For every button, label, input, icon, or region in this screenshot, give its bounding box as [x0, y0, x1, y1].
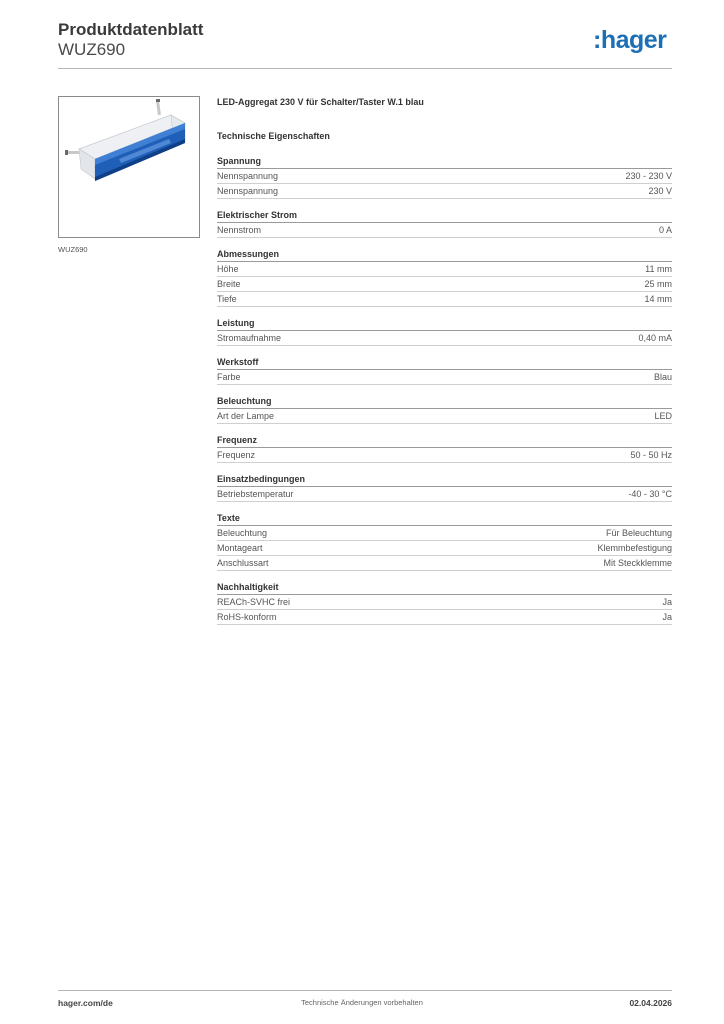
table-row: [217, 169, 672, 184]
table-row: [217, 409, 672, 424]
row-value: 230 - 230 V: [625, 171, 672, 181]
row-label: Beleuchtung: [217, 528, 268, 538]
row-value: 0 A: [658, 225, 672, 235]
row-label: RoHS-konform: [217, 612, 277, 622]
section-title: Frequenz: [217, 434, 672, 448]
row-value: Klemmbefestigung: [597, 543, 672, 553]
row-label: Montageart: [217, 543, 263, 553]
article-number: WUZ690: [58, 40, 126, 59]
row-label: Nennspannung: [217, 171, 279, 181]
table-row: [217, 184, 672, 199]
section-title: Texte: [217, 512, 672, 526]
row-value: 50 - 50 Hz: [630, 450, 672, 460]
row-label: Farbe: [217, 372, 241, 382]
section-leistung: [217, 317, 672, 346]
row-label: Nennstrom: [217, 225, 262, 235]
row-value: 0,40 mA: [638, 333, 672, 343]
section-frequenz: [217, 434, 672, 463]
footer-divider: [58, 990, 672, 991]
section-texte: [217, 512, 672, 571]
row-value: Mit Steckklemme: [603, 558, 672, 568]
section-title: Werkstoff: [217, 356, 672, 370]
section-title: Nachhaltigkeit: [217, 581, 672, 595]
hager-logo: [593, 26, 673, 56]
row-label: Art der Lampe: [217, 411, 275, 421]
tech-properties-title: Technische Eigenschaften: [217, 131, 330, 141]
section-title: Abmessungen: [217, 248, 672, 262]
row-label: Höhe: [217, 264, 239, 274]
footer-notice: Technische Änderungen vorbehalten: [301, 998, 423, 1007]
row-value: LED: [654, 411, 672, 421]
row-label: Anschlussart: [217, 558, 269, 568]
table-row: [217, 610, 672, 625]
row-value: Ja: [662, 612, 672, 622]
section-title: Leistung: [217, 317, 672, 331]
spec-content: [217, 96, 672, 625]
product-name: LED-Aggregat 230 V für Schalter/Taster W.1 blau: [217, 97, 424, 107]
footer-website-link[interactable]: hager.com/de: [58, 998, 113, 1008]
row-value: 14 mm: [644, 294, 672, 304]
table-row: [217, 223, 672, 238]
section-nachhaltigkeit: [217, 581, 672, 625]
table-row: [217, 331, 672, 346]
table-row: [217, 487, 672, 502]
row-value: Ja: [662, 597, 672, 607]
section-elektrischer-strom: [217, 209, 672, 238]
product-image: [58, 96, 200, 238]
section-title: Elektrischer Strom: [217, 209, 672, 223]
table-row: [217, 277, 672, 292]
row-value: -40 - 30 °C: [628, 489, 672, 499]
table-row: [217, 448, 672, 463]
row-label: Betriebstemperatur: [217, 489, 294, 499]
row-label: Frequenz: [217, 450, 256, 460]
row-label: REACh-SVHC frei: [217, 597, 291, 607]
footer-date: 02.04.2026: [629, 998, 672, 1008]
section-spannung: [217, 155, 672, 199]
row-value: 230 V: [648, 186, 672, 196]
page-title: Produktdatenblatt: [58, 20, 204, 39]
table-row: [217, 262, 672, 277]
table-row: [217, 595, 672, 610]
section-title: Beleuchtung: [217, 395, 672, 409]
row-value: Blau: [653, 372, 672, 382]
logo-wordmark: :hager: [593, 26, 667, 54]
image-caption: WUZ690: [58, 245, 88, 254]
row-value: 25 mm: [644, 279, 672, 289]
row-label: Breite: [217, 279, 241, 289]
section-werkstoff: [217, 356, 672, 385]
row-value: Für Beleuchtung: [605, 528, 672, 538]
section-title: Einsatzbedingungen: [217, 473, 672, 487]
header-divider: [58, 68, 672, 69]
section-title: Spannung: [217, 155, 672, 169]
table-row: [217, 541, 672, 556]
row-label: Stromaufnahme: [217, 333, 282, 343]
table-row: [217, 526, 672, 541]
section-einsatzbedingungen: [217, 473, 672, 502]
section-beleuchtung: [217, 395, 672, 424]
section-abmessungen: [217, 248, 672, 307]
row-value: 11 mm: [645, 264, 672, 274]
table-row: [217, 370, 672, 385]
table-row: [217, 292, 672, 307]
table-row: [217, 556, 672, 571]
row-label: Nennspannung: [217, 186, 279, 196]
row-label: Tiefe: [217, 294, 237, 304]
